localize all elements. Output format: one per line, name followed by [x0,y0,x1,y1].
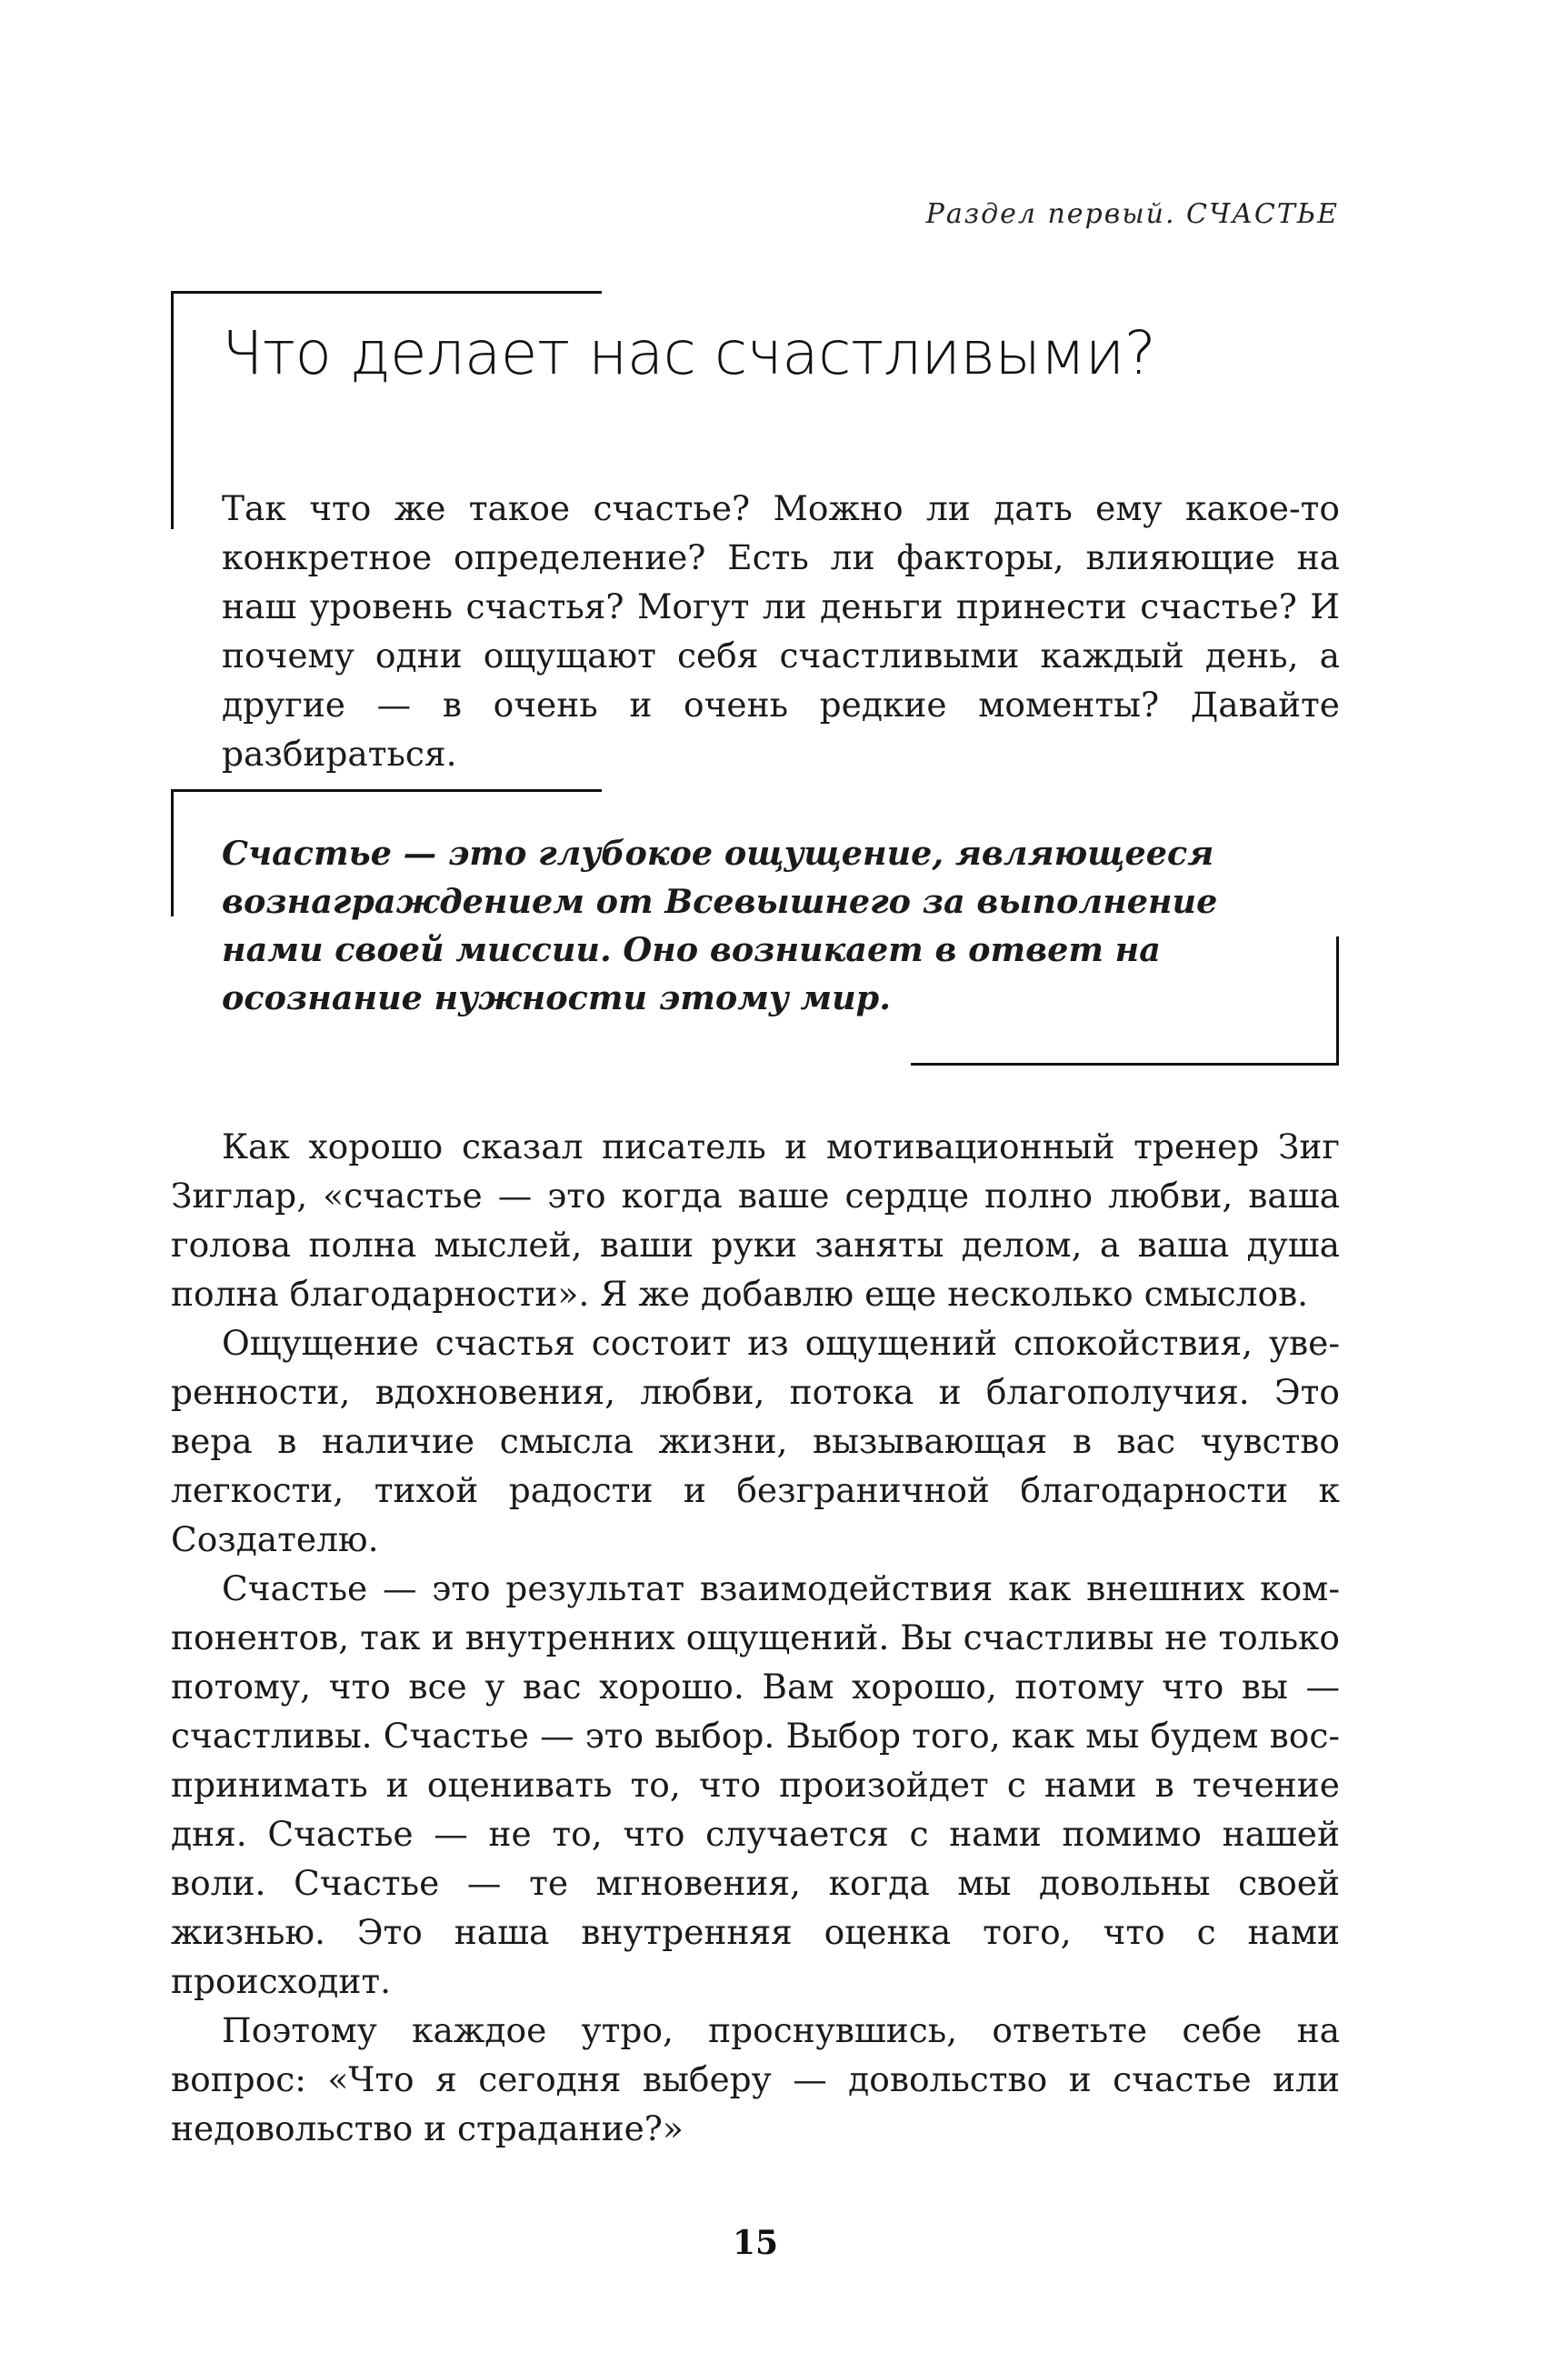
body-paragraph: Поэтому каждое утро, проснувшись, ответьте себе на вопрос: «Что я сегодня выберу — довольство и счастье или недовольство и страдание?» [171,2010,1340,2148]
running-head: Раздел первый. СЧАСТЬЕ [925,198,1339,230]
title-frame-left-rule [171,291,174,529]
intro-paragraph: Так что же такое счастье? Можно ли дать ему какое-то конкретное определение? Есть ли факторы, влияющие на наш уровень счастья? Могут ли деньги принести счастье? И почему одни ощущают себя счастливыми каждый день, а другие — в очень и очень редкие моменты? Давайте разбираться. [222,488,1340,774]
body-paragraph: Как хорошо сказал писатель и мотивационный тренер Зиг Зиглар, «счастье — это когда ваше сердце полно любви, ваша голова полна мыслей, ваши руки заняты делом, а ваша душа полна благодарности». Я же добавлю еще несколько смыслов. [171,1126,1340,1314]
quote-frame-top-rule [171,789,602,792]
page-number: 15 [732,2224,779,2262]
body-text [171,1122,1340,2153]
quote-frame-right-rule [1336,936,1339,1066]
quote-frame-left-rule [171,789,174,916]
chapter-title: Что делает нас счастливыми? [222,318,1156,388]
pull-quote: Счастье — это глубокое ощущение, являющееся вознаграждением от Всевышнего за выполнение нами своей миссии. Оно возникает в ответ на осознание нужности этому мир. [222,834,1218,1017]
body-paragraph: Ощущение счастья состоит из ощущений спокойствия, уверенности, вдохновения, любви, потока и благополучия. Это вера в наличие смысла жизни, вызывающая в вас чувство легкости, тихой радости и безграничной благодарности к Создателю. [171,1323,1340,1559]
title-frame-top-rule [171,291,602,294]
body-paragraph: Счастье — это результат взаимодействия как внешних компонентов, так и внутренних ощущений. Вы счастливы не только потому, что все у вас хорошо. Вам хорошо, потому что вы — счастливы. Счастье — это выбор. Выбор того, как мы будем воспринимать и оценивать то, что произойдет с нами в течение дня. Счастье — не то, что случается с нами помимо нашей воли. Счастье — те мгновения, когда мы довольны своей жизнью. Это наша внутренняя оценка того, что с нами происходит. [171,1568,1340,2001]
quote-frame-bottom-rule [911,1063,1339,1066]
